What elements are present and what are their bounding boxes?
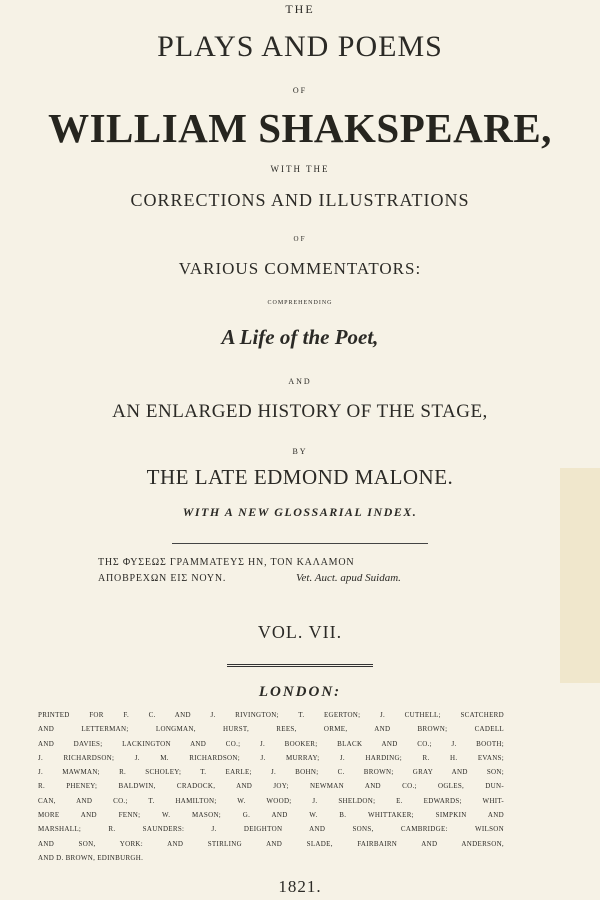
imprint-line: AND SON, YORK: AND STIRLING AND SLADE, FAIRBAIRN AND ANDERSON, <box>38 839 504 848</box>
imprint-line: J. RICHARDSON; J. M. RICHARDSON; J. MURRAY; J. HARDING; R. H. EVANS; <box>38 753 504 762</box>
glossarial-index: WITH A NEW GLOSSARIAL INDEX. <box>182 505 418 519</box>
corrections-line: CORRECTIONS AND ILLUSTRATIONS <box>130 190 470 210</box>
title-plays-and-poems: PLAYS AND POEMS <box>157 30 443 63</box>
imprint-line: MARSHALL; R. SAUNDERS: J. DEIGHTON AND SONS, CAMBRIDGE: WILSON <box>38 825 504 834</box>
publication-year: 1821. <box>278 877 322 896</box>
volume-number: VOL. VII. <box>257 622 343 642</box>
of-line: OF <box>293 235 307 243</box>
comprehending: COMPREHENDING <box>267 300 333 306</box>
life-of-the-poet: A Life of the Poet, <box>221 325 379 349</box>
divider-rule <box>172 543 428 544</box>
imprint-line: J. MAWMAN; R. SCHOLEY; T. EARLE; J. BOHN; C. BROWN; GRAY AND SON; <box>38 768 504 777</box>
imprint-line: MORE AND FENN; W. MASON; G. AND W. B. WHITTAKER; SIMPKIN AND <box>38 811 504 820</box>
imprint-line: CAN, AND CO.; T. HAMILTON; W. WOOD; J. SHELDON; E. EDWARDS; WHIT- <box>38 796 504 805</box>
by-line: BY <box>292 447 308 456</box>
epigraph-reference: Vet. Auct. apud Suidam. <box>296 572 401 584</box>
and-line: AND <box>288 377 312 386</box>
title-the: THE <box>285 2 315 16</box>
imprint-block <box>38 708 504 865</box>
various-commentators: VARIOUS COMMENTATORS: <box>178 259 422 278</box>
editor-name: THE LATE EDMOND MALONE. <box>146 465 454 489</box>
imprint-line: AND LETTERMAN; LONGMAN, HURST, REES, ORME, AND BROWN; CADELL <box>38 725 504 734</box>
history-of-stage: AN ENLARGED HISTORY OF THE STAGE, <box>112 401 488 422</box>
title-of: OF <box>292 86 308 95</box>
page-edge-strip <box>560 468 600 683</box>
imprint-line: PRINTED FOR F. C. AND J. RIVINGTON; T. EGERTON; J. CUTHELL; SCATCHERD <box>38 711 504 719</box>
greek-epigraph-line-2: ΑΠΟΒΡΕΧΩΝ ΕΙΣ ΝΟΥΝ. <box>98 573 227 584</box>
imprint-place: LONDON: <box>258 684 342 700</box>
imprint-line: R. PHENEY; BALDWIN, CRADOCK, AND JOY; NEWMAN AND CO.; OGLES, DUN- <box>38 782 504 791</box>
imprint-line: AND D. BROWN, EDINBURGH. <box>38 853 144 862</box>
double-rule <box>227 664 373 667</box>
author-name: WILLIAM SHAKSPEARE, <box>48 105 552 151</box>
greek-epigraph-line-1: ΤΗΣ ΦΥΣΕΩΣ ΓΡΑΜΜΑΤΕΥΣ ΗΝ, ΤΟΝ ΚΑΛΑΜΟΝ <box>98 557 355 568</box>
imprint-line: AND DAVIES; LACKINGTON AND CO.; J. BOOKER; BLACK AND CO.; J. BOOTH; <box>38 739 504 748</box>
with-the: WITH THE <box>270 164 330 174</box>
